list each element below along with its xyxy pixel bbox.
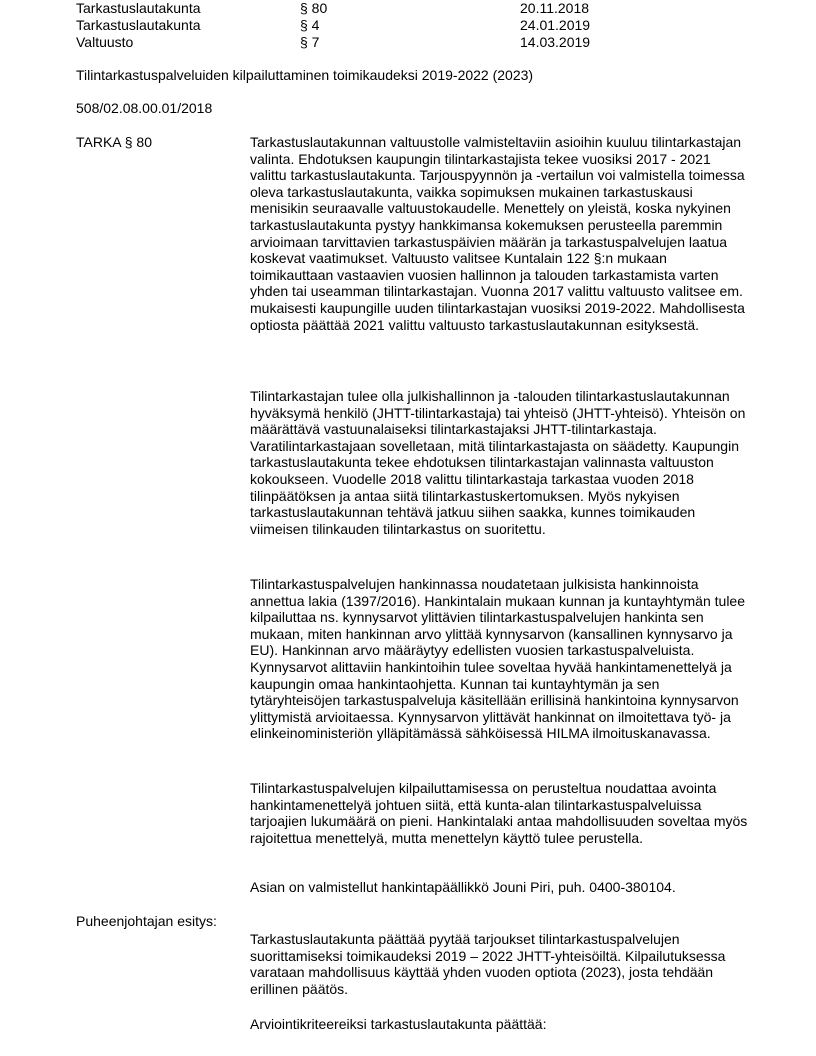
history-body: Tarkastuslautakunta xyxy=(76,0,201,16)
paragraph-text: Tarkastuslautakunta päättää pyytää tarjoukset tilintarkastuspalvelujen suorittamiseksi toimikaudeksi 2019 – 2022 JHTT-yhteisöiltä. Kilpailutuksessa varataan mahdollisuus käyttää yhden vuoden optiota (2023), josta tehdään erillinen päätös. xyxy=(250,931,726,997)
proposal-paragraph xyxy=(250,1016,750,1033)
history-section: § 4 xyxy=(300,17,320,33)
document-title: Tilintarkastuspalveluiden kilpailuttaminen toimikaudeksi 2019-2022 (2023) xyxy=(76,67,534,83)
paragraph-text: Tilintarkastuspalvelujen kilpailuttamisessa on perusteltua noudattaa avointa hankintamenettelyä johtuen siitä, että kunta-alan tilintarkastuspalveluissa tarjoajien lukumäärä on pieni. Hankintalaki antaa mahdollisuuden soveltaa myös rajoitettua menettelyä, mutta menettelyn käyttö tulee perustella. xyxy=(250,780,748,846)
history-date: 24.01.2019 xyxy=(520,17,591,33)
paragraph-text: Tarkastuslautakunnan valtuustolle valmisteltaviin asioihin kuuluu tilintarkastajan valinta. Ehdotuksen kaupungin tilintarkastajista tekee vuosiksi 2017 - 2021 valittu tarkastuslautakunta. Tarjouspyynnön ja -vertailun voi valmistella toimessa oleva tarkastuslautakunta, vaikka sopimuksen mukainen tarkastuskausi menisikin seuraavalle valtuustokaudelle. Menettely on yleistä, koska nykyinen tarkastuslautakunta pystyy hankkimansa kokemuksen perusteella paremmin arvioimaan tarvittavien tarkastuspäivien määrän ja tarkastuspalvelujen laatua koskevat vaatimukset. Valtuusto valitsee Kuntalain 122 §:n mukaan toimikauttaan vastaavien vuosien hallinnon ja talouden tarkastamista varten yhden tai useamman tilintarkastajan. Vuonna 2017 valittu valtuusto valitsee em. mukaisesti kaupungille uuden tilintarkastajan vuosiksi 2019-2022. Mahdollisesta optiosta päättää 2021 valittu valtuusto tarkastuslautakunnan esityksestä. xyxy=(250,134,745,333)
section-label: TARKA § 80 xyxy=(76,134,153,150)
history-section: § 80 xyxy=(300,0,328,16)
record-id: 508/02.08.00.01/2018 xyxy=(76,100,213,116)
paragraph-text: Asian on valmistellut hankintapäällikkö Jouni Piri, puh. 0400-380104. xyxy=(250,879,676,895)
preparer-note xyxy=(250,879,750,896)
proposal-paragraph xyxy=(250,931,750,997)
history-section: § 7 xyxy=(300,34,320,50)
history-body: Valtuusto xyxy=(76,34,134,50)
paragraph-text: Arviointikriteereiksi tarkastuslautakunta päättää: xyxy=(250,1016,547,1032)
body-paragraph xyxy=(250,388,750,537)
body-paragraph xyxy=(250,134,750,333)
body-paragraph xyxy=(250,576,750,742)
paragraph-text: Tilintarkastajan tulee olla julkishallinnon ja -talouden tilintarkastuslautakunnan hyväksymä henkilö (JHTT-tilintarkastaja) tai yhteisö (JHTT-yhteisö). Yhteisön on määrättävä vastuunalaiseksi tilintarkastajaksi JHTT-tilintarkastaja. Varatilintarkastajaan sovelletaan, mitä tilintarkastajasta on säädetty. Kaupungin tarkastuslautakunta tekee ehdotuksen tilintarkastajan valinnasta valtuuston kokoukseen. Vuodelle 2018 valittu tilintarkastaja tarkastaa vuoden 2018 tilinpäätöksen ja antaa siitä tilintarkastuskertomuksen. Myös nykyisen tarkastuslautakunnan tehtävä jatkuu siihen saakka, kunnes toimikauden viimeisen tilinkauden tilintarkastus on suoritettu. xyxy=(250,388,746,537)
history-body: Tarkastuslautakunta xyxy=(76,17,201,33)
proposal-label: Puheenjohtajan esitys: xyxy=(76,913,217,929)
history-date: 20.11.2018 xyxy=(520,0,590,16)
history-date: 14.03.2019 xyxy=(520,34,591,50)
body-paragraph xyxy=(250,780,750,846)
paragraph-text: Tilintarkastuspalvelujen hankinnassa noudatetaan julkisista hankinnoista annettua lakia (1397/2016). Hankintalain mukaan kunnan ja kuntayhtymän tulee kilpailuttaa ns. kynnysarvot ylittävien tilintarkastuspalvelujen hankinta sen mukaan, miten hankinnan arvo ylittää kynnysarvon (kansallinen kynnysarvo ja EU). Hankinnan arvo määräytyy edellisten vuosien tarkastuspalveluista. Kynnysarvot alittaviin hankintoihin tulee soveltaa hyvää hankintamenettelyä ja kaupungin omaa hankintaohjetta. Kunnan tai kuntayhtymän ja sen tytäryhteisöjen tarkastuspalveluja käsitellään erillisinä hankintoina kynnysarvon ylittymistä arvioitaessa. Kynnysarvon ylittävät hankinnat on ilmoitettava työ- ja elinkeinoministeriön ylläpitämässä sähköisessä HILMA ilmoituskanavassa. xyxy=(250,576,745,742)
